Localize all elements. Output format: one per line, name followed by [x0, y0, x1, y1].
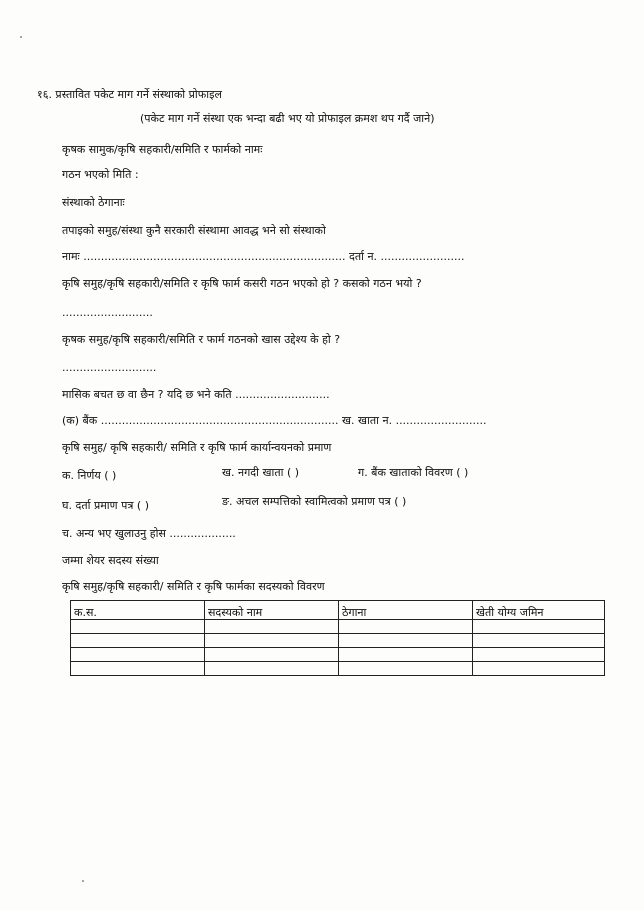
name-registration-field: नामः ........................................................................... दर्ता न. ........................: [62, 250, 465, 263]
evidence-property: ङ. अचल सम्पत्तिको स्वामित्वको प्रमाण पत्र ( ): [222, 495, 407, 508]
address-field: संस्थाको ठेगानाः: [62, 196, 125, 209]
table-cell: [473, 648, 605, 662]
table-cell: [473, 620, 605, 634]
evidence-registration: घ. दर्ता प्रमाण पत्र ( ): [62, 499, 149, 512]
table-cell: [71, 662, 205, 676]
formation-date-field: गठन भएको मिति :: [62, 168, 139, 181]
table-cell: [71, 634, 205, 648]
group-name-field: कृषक सामुक/कृषि सहकारी/समिति र फार्मको नामः: [62, 143, 263, 156]
table-cell: [205, 634, 339, 648]
purpose-question: कृषक समुह/कृषि सहकारी/समिति र फार्म गठनको खास उद्देश्य के हो ?: [62, 333, 341, 346]
table-header-row: [71, 601, 605, 620]
table-row: [71, 648, 605, 662]
table-cell: [339, 634, 473, 648]
scan-speck: [20, 36, 22, 38]
table-cell: [205, 662, 339, 676]
evidence-decision: क. निर्णय ( ): [62, 469, 117, 482]
bank-account-field: (क) बैंक .................................................................... ख. खाता न. ..........................: [62, 414, 487, 427]
table-cell: [339, 662, 473, 676]
table-row: [71, 662, 605, 676]
purpose-answer: ...........................: [62, 361, 157, 374]
column-header-serial: क.स.: [71, 601, 205, 620]
scan-speck: [82, 880, 84, 882]
evidence-other: च. अन्य भए खुलाउनु होस ...................: [62, 527, 236, 540]
table-cell: [339, 648, 473, 662]
table-cell: [71, 648, 205, 662]
section-heading: १६. प्रस्तावित पकेट माग गर्ने संस्थाको प्रोफाइल: [37, 88, 222, 101]
table-cell: [339, 620, 473, 634]
how-formed-answer: ..........................: [62, 306, 153, 319]
column-header-member-name: सदस्यको नाम: [205, 601, 339, 620]
table-row: [71, 634, 605, 648]
evidence-bank-details: ग. बैंक खाताको विवरण ( ): [358, 466, 469, 479]
affiliation-line: तपाइको समुह/संस्था कुनै सरकारी संस्थामा आवद्ध भने सो संस्थाको: [62, 224, 326, 237]
evidence-title: कृषि समुह/ कृषि सहकारी/ समिति र कृषि फार्म कार्यान्वयनको प्रमाण: [62, 441, 332, 454]
table-row: [71, 620, 605, 634]
table-cell: [71, 620, 205, 634]
member-details-title: कृषि समुह/कृषि सहकारी/ समिति र कृषि फार्मका सदस्यको विवरण: [62, 580, 325, 593]
table-cell: [205, 620, 339, 634]
table-cell: [473, 662, 605, 676]
table-cell: [473, 634, 605, 648]
how-formed-question: कृषि समुह/कृषि सहकारी/समिति र कृषि फार्म कसरी गठन भएको हो ? कसको गठन भयो ?: [62, 277, 422, 290]
column-header-address: ठेगाना: [339, 601, 473, 620]
table-cell: [205, 648, 339, 662]
section-note: (पकेट माग गर्ने संस्था एक भन्दा बढी भए यो प्रोफाइल क्रमश थप गर्दै जाने): [140, 112, 435, 125]
evidence-cash-account: ख. नगदी खाता ( ): [222, 466, 300, 479]
member-details-table: [70, 600, 605, 676]
column-header-arable-land: खेती योग्य जमिन: [473, 601, 605, 620]
savings-question: मासिक बचत छ वा छैन ? यदि छ भने कति ...........................: [62, 388, 330, 401]
share-members-count: जम्मा शेयर सदस्य संख्या: [62, 554, 159, 567]
